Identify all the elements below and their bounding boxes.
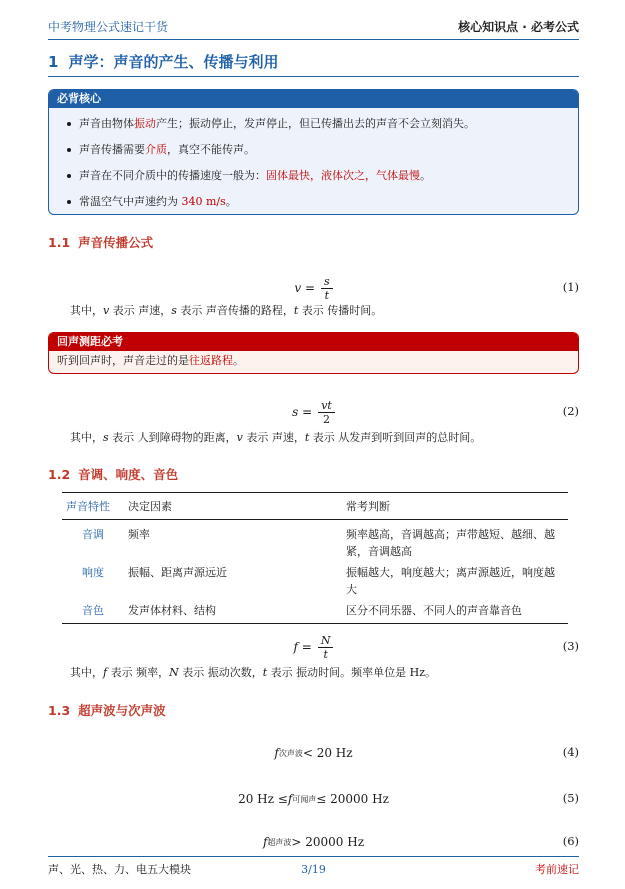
fraction: $\frac{N}{t}$: [318, 634, 334, 661]
table-row: 音调 频率 频率越高，音调越高；声带越短、越细、越紧，音调越高: [82, 528, 555, 558]
equation-number: (2): [562, 404, 579, 418]
table-header: 决定因素: [128, 500, 172, 513]
table-row: 响度 振幅、距离声源远近 振幅越大，响度越大；离声源越近，响度越大: [82, 566, 555, 596]
equation-number: (6): [562, 834, 579, 848]
equation-6: f 超声波 > 20000 Hz (6): [262, 834, 579, 849]
fraction: $\frac{vt}{2}$: [318, 399, 335, 426]
equation-number: (5): [562, 791, 579, 805]
echo-box-title: 回声测距必考: [49, 333, 578, 351]
footer-left: 声、光、热、力、电五大模块: [48, 863, 191, 876]
equation-number: (3): [562, 639, 579, 653]
header-left: 中考物理公式速记干货: [48, 19, 169, 34]
equation-2: s = $\frac{vt}{2}$ (2): [292, 398, 579, 426]
equation-4: f 次声波 < 20 Hz (4): [274, 745, 579, 760]
fraction: $\frac{s}{t}$: [321, 275, 333, 302]
subsection-heading-1-3: 1.3 超声波与次声波: [48, 703, 166, 718]
section-title: 声学：声音的产生、传播与利用: [68, 53, 279, 71]
equation-3-description: 其中，f 表示 频率，N 表示 振动次数，t 表示 振动时间。频率单位是 Hz。: [70, 666, 437, 679]
section-number: 1: [48, 53, 59, 71]
list-item: 声音传播需要介质，真空不能传声。: [79, 137, 578, 163]
equation-2-description: 其中，s 表示 人到障碍物的距离，v 表示 声速，t 表示 从发声到听到回声的总时间。: [70, 431, 482, 444]
list-item: 常温空气中声速约为 340 m/s。: [79, 189, 578, 215]
equation-number: (4): [562, 745, 579, 759]
header-right: 核心知识点 · 必考公式: [458, 19, 579, 34]
echo-box: [48, 332, 579, 374]
equation-number: (1): [562, 280, 579, 294]
subsection-heading-1-2: 1.2 音调、响度、音色: [48, 467, 179, 482]
list-item: 声音在不同介质中的传播速度一般为：固体最快，液体次之，气体最慢。: [79, 163, 578, 189]
subsection-heading-1-1: 1.1 声音传播公式: [48, 235, 154, 250]
echo-box-body: 听到回声时，声音走过的是往返路程。: [57, 354, 244, 367]
footer-right: 考前速记: [535, 863, 579, 876]
running-header: [48, 18, 579, 34]
table-header-row: [62, 493, 568, 520]
equation-1: v = $\frac{s}{t}$ (1): [294, 274, 579, 302]
table-header: 常考判断: [346, 500, 390, 513]
running-footer: [48, 861, 579, 877]
core-box: [48, 89, 579, 215]
list-item: 声音由物体振动产生；振动停止，发声停止，但已传播出去的声音不会立刻消失。: [79, 111, 578, 137]
header-rule: [48, 39, 579, 40]
core-box-title: 必背核心: [49, 90, 578, 108]
core-box-list: [49, 108, 578, 215]
page-number: 3/19: [301, 862, 326, 876]
equation-3: f = $\frac{N}{t}$ (3): [293, 633, 579, 661]
table-row: 音色 发声体材料、结构 区分不同乐器、不同人的声音靠音色: [62, 600, 568, 624]
equation-1-description: 其中，v 表示 声速，s 表示 声音传播的路程，t 表示 传播时间。: [70, 304, 383, 317]
table-header: 声音特性: [66, 500, 110, 513]
equation-5: 20 Hz ≤ f 可闻声 ≤ 20000 Hz (5): [238, 791, 579, 806]
sound-properties-table: [62, 492, 568, 624]
section-heading: [48, 51, 579, 73]
footer-rule: [48, 856, 579, 857]
section-rule: [48, 76, 579, 77]
